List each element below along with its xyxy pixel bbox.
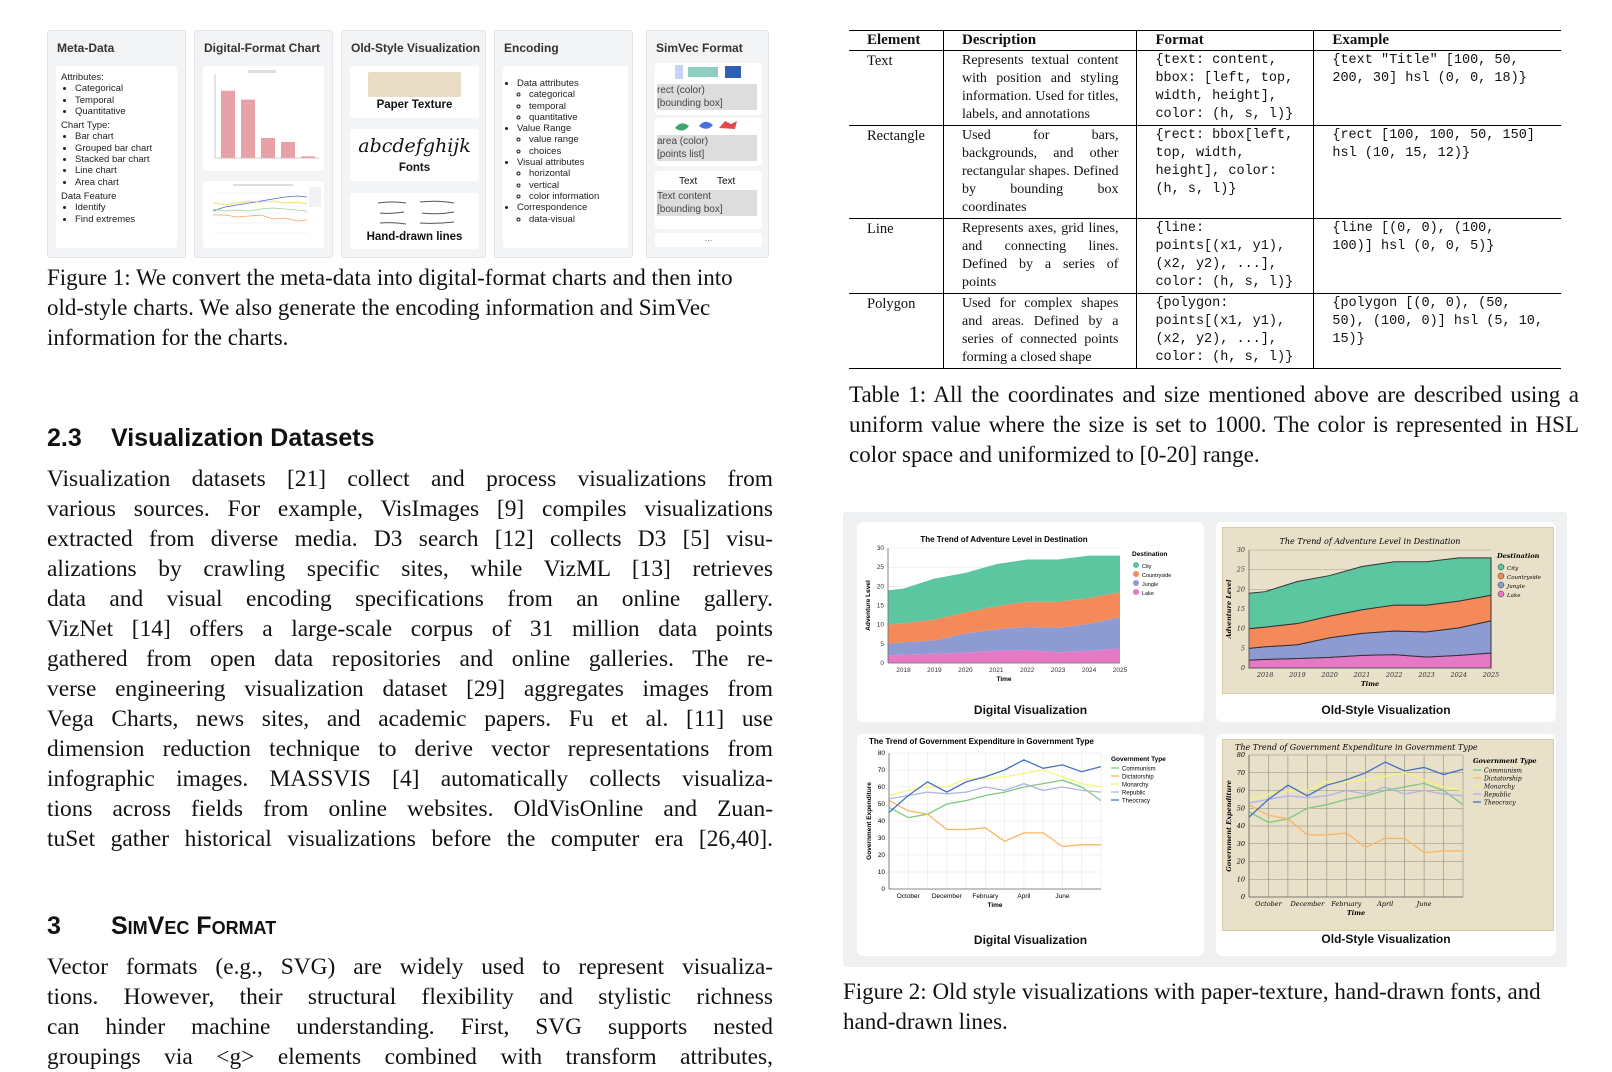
y-tick-label: 40 bbox=[877, 818, 885, 825]
encoding-subitem: ◦ temporal bbox=[529, 101, 626, 112]
digital-area-card bbox=[857, 522, 1204, 722]
text-line: Vector formats (e.g., SVG) are widely used to represent visualiza- bbox=[47, 954, 773, 980]
legend-label: City bbox=[1142, 564, 1152, 570]
chart-type-item: • Bar chart bbox=[75, 131, 172, 142]
simvec-rect-card bbox=[655, 63, 762, 115]
text-line: tions across fields from online websites. OldVisOnline and Zuan- bbox=[47, 796, 773, 822]
mini-line-chart-card bbox=[203, 181, 324, 248]
text-line: dimension reduction technique to derive vector representations from bbox=[47, 736, 773, 762]
chart-title: The Trend of Adventure Level in Destination bbox=[1279, 537, 1461, 546]
table-row bbox=[849, 294, 1561, 369]
simvec-title: SimVec Format bbox=[656, 41, 743, 55]
legend-label: Dictatorship bbox=[1484, 775, 1522, 783]
table-1 bbox=[849, 30, 1561, 369]
x-tick-label: 2019 bbox=[927, 667, 942, 674]
y-tick-label: 25 bbox=[1236, 565, 1245, 574]
encoding-item bbox=[517, 123, 626, 157]
table-row bbox=[849, 51, 1561, 126]
x-tick-label: 2024 bbox=[1081, 667, 1097, 674]
legend-label: Monarchy bbox=[1484, 783, 1515, 791]
attributes-heading: Attributes: bbox=[61, 72, 104, 83]
y-tick-label: 20 bbox=[1236, 857, 1245, 866]
rect-description: rect (color) [bounding box] bbox=[657, 84, 757, 110]
bar bbox=[261, 138, 275, 158]
y-tick-label: 10 bbox=[1236, 875, 1245, 884]
rect-swatch-icon bbox=[675, 65, 683, 79]
hand-drawn-label: Hand-drawn lines bbox=[366, 231, 463, 243]
element-cell: Polygon bbox=[849, 294, 943, 369]
fonts-card bbox=[350, 129, 479, 181]
element-cell: Rectangle bbox=[849, 126, 943, 219]
paper-texture-swatch bbox=[368, 72, 461, 97]
data-feature-heading: Data Feature bbox=[61, 190, 117, 202]
old-line-chart bbox=[1223, 740, 1553, 930]
column-header: Description bbox=[943, 31, 1136, 51]
mini-bar-chart bbox=[203, 66, 324, 171]
attribute-item: • Temporal bbox=[75, 95, 172, 106]
y-tick-label: 20 bbox=[876, 583, 884, 591]
encoding-subitem: ◦ value range bbox=[529, 134, 626, 145]
encoding-card bbox=[503, 66, 628, 248]
legend-swatch bbox=[1498, 591, 1504, 597]
y-axis-label: Government Expenditure bbox=[1225, 780, 1233, 872]
digital-line-card bbox=[857, 734, 1204, 956]
old-style-area-chart-image bbox=[1222, 527, 1554, 694]
legend-title: Government Type bbox=[1111, 756, 1166, 763]
y-tick-label: 10 bbox=[876, 621, 884, 629]
encoding-item bbox=[517, 202, 626, 225]
legend-label: Republic bbox=[1484, 791, 1511, 799]
old-area-chart bbox=[1223, 528, 1553, 693]
text-line: tions. However, their structural flexibility and stylistic richness bbox=[47, 984, 773, 1010]
x-tick-label: 2018 bbox=[1256, 671, 1274, 679]
encoding-subitem: ◦ categorical bbox=[529, 89, 626, 100]
legend-title: Destination bbox=[1132, 551, 1168, 558]
bar bbox=[281, 142, 295, 158]
table-1-caption: Table 1: All the coordinates and size mentioned above are described using a uniform value where the size is set to 1000. The color is represented in HSL color space and uniformized to [0-20] range. bbox=[849, 382, 1579, 467]
text-line: alizations by crawling specific sites, while VizML [13] retrieves bbox=[47, 556, 773, 582]
section-2-3-body bbox=[47, 464, 773, 854]
format-cell: {rect: bbox[left, top, width, height], color: (h, s, l)} bbox=[1137, 126, 1314, 219]
area-shapes-icon bbox=[655, 118, 762, 134]
old-style-title: Old-Style Visualization bbox=[351, 41, 481, 55]
encoding-subitem: ◦ vertical bbox=[529, 180, 626, 191]
encoding-title: Encoding bbox=[504, 41, 559, 55]
x-tick-label: 2022 bbox=[1019, 667, 1035, 674]
fonts-label: Fonts bbox=[398, 162, 431, 174]
text-label: Text bbox=[717, 176, 736, 187]
x-tick-label: 2024 bbox=[1450, 671, 1468, 679]
attribute-item: • Categorical bbox=[75, 83, 172, 94]
old-label: Old-Style Visualization bbox=[1321, 703, 1451, 717]
legend-title: Government Type bbox=[1473, 757, 1537, 765]
line-series bbox=[889, 801, 1101, 847]
y-tick-label: 10 bbox=[1236, 624, 1245, 633]
y-tick-label: 20 bbox=[1236, 585, 1245, 594]
legend-swatch bbox=[1498, 564, 1504, 570]
legend-label: Monarchy bbox=[1122, 782, 1149, 789]
meta-data-card bbox=[56, 66, 177, 248]
legend-label: Communism bbox=[1122, 766, 1156, 773]
y-tick-label: 25 bbox=[876, 564, 884, 572]
y-tick-label: 15 bbox=[1236, 605, 1245, 613]
encoding-subitem: ◦ data-visual bbox=[529, 214, 626, 225]
line-series bbox=[889, 760, 1101, 813]
data-feature-item: • Identify bbox=[75, 202, 172, 213]
font-sample: abcdefghijk bbox=[358, 135, 471, 157]
y-tick-label: 0 bbox=[881, 886, 885, 893]
chart-title: The Trend of Government Expenditure in Government Type bbox=[1235, 743, 1478, 752]
text-description: Text content [bounding box] bbox=[657, 190, 757, 216]
section-3-body bbox=[47, 952, 773, 1072]
paper-texture-card bbox=[350, 66, 479, 118]
legend-swatch bbox=[1133, 589, 1139, 595]
column-header: Format bbox=[1137, 31, 1314, 51]
legend-swatch bbox=[1133, 562, 1139, 568]
format-cell: {line: points[(x1, y1), (x2, y2), ...], color: (h, s, l)} bbox=[1137, 219, 1314, 294]
x-tick-label: 2023 bbox=[1418, 671, 1435, 679]
attribute-item: • Quantitative bbox=[75, 106, 172, 117]
text-line: can hinder machine understanding. First, SVG supports nested bbox=[47, 1014, 773, 1040]
text-line: Vega Charts, news sites, and academic papers. Fu et al. [11] use bbox=[47, 706, 773, 732]
y-tick-label: 80 bbox=[1236, 751, 1245, 759]
x-tick-label: December bbox=[1290, 900, 1325, 908]
old-area-card bbox=[1216, 522, 1556, 722]
x-tick-label: 2020 bbox=[958, 667, 973, 674]
text-line: data and visual encoding specifications from an online gallery. bbox=[47, 586, 773, 612]
encoding-subitem: ◦ choices bbox=[529, 146, 626, 157]
legend-label: Lake bbox=[1507, 593, 1521, 599]
encoding-item-label: Value Range bbox=[517, 123, 572, 135]
x-tick-label: October bbox=[896, 893, 920, 900]
format-cell: {polygon: points[(x1, y1), (x2, y2), ...], color: (h, s, l)} bbox=[1137, 294, 1314, 369]
digital-label: Digital Visualization bbox=[973, 933, 1088, 947]
chart-type-item: • Grouped bar chart bbox=[75, 143, 172, 154]
chart-type-item: • Line chart bbox=[75, 165, 172, 176]
column-header: Example bbox=[1314, 31, 1561, 51]
figure-1 bbox=[47, 30, 769, 258]
x-tick-label: April bbox=[1377, 900, 1394, 908]
section-3-heading bbox=[47, 912, 276, 941]
legend-swatch bbox=[1498, 582, 1504, 588]
table-row bbox=[849, 126, 1561, 219]
y-tick-label: 30 bbox=[877, 835, 885, 842]
x-tick-label: 2018 bbox=[896, 667, 911, 674]
x-tick-label: 2021 bbox=[1353, 671, 1371, 679]
table-header-row bbox=[849, 31, 1561, 51]
x-axis-label: Time bbox=[996, 676, 1012, 683]
y-tick-label: 60 bbox=[877, 784, 885, 791]
x-tick-label: 2025 bbox=[1112, 667, 1128, 674]
y-tick-label: 0 bbox=[880, 660, 884, 667]
section-2-3-heading bbox=[47, 424, 375, 453]
example-cell: {rect [100, 100, 50, 150] hsl (10, 15, 12)} bbox=[1314, 126, 1561, 219]
x-tick-label: February bbox=[972, 893, 999, 900]
encoding-item-label: Data attributes bbox=[517, 78, 579, 89]
y-tick-label: 60 bbox=[1236, 786, 1245, 795]
y-tick-label: 15 bbox=[876, 602, 884, 610]
digital-label: Digital Visualization bbox=[973, 703, 1088, 717]
legend-label: Lake bbox=[1142, 591, 1154, 597]
y-tick-label: 30 bbox=[876, 545, 884, 552]
y-tick-label: 0 bbox=[1240, 664, 1245, 672]
digital-format-panel bbox=[194, 30, 333, 258]
encoding-subitem: ◦ color information bbox=[529, 191, 626, 202]
y-axis-label: Government Expenditure bbox=[866, 782, 873, 860]
old-style-line-chart-image bbox=[1222, 739, 1554, 931]
text-line: verse engineering visualization dataset [29] aggregates images from bbox=[47, 676, 773, 702]
meta-data-title: Meta-Data bbox=[57, 41, 115, 55]
x-tick-label: April bbox=[1017, 893, 1031, 900]
table-row bbox=[849, 219, 1561, 294]
y-tick-label: 50 bbox=[877, 801, 885, 808]
encoding-item bbox=[517, 157, 626, 202]
x-axis-label: Time bbox=[1360, 680, 1380, 688]
text-line: gathered from open data repositories and online galleries. The re- bbox=[47, 646, 773, 672]
y-tick-label: 30 bbox=[1236, 839, 1245, 848]
area-description: area (color) [points list] bbox=[657, 135, 757, 161]
y-axis-label: Adventure Level bbox=[865, 580, 872, 631]
mini-line-chart bbox=[203, 181, 324, 248]
description-cell: Used for complex shapes and areas. Defined by a series of connected points forming a closed shape bbox=[943, 294, 1136, 369]
x-tick-label: 2023 bbox=[1050, 667, 1066, 674]
description-cell: Used for bars, backgrounds, and other rectangular shapes. Defined by bounding box coordinates bbox=[943, 126, 1136, 219]
chart-type-list bbox=[61, 131, 172, 187]
legend-label: Theocracy bbox=[1122, 798, 1151, 805]
text-line: VizNet [14] offers a large-scale corpus of 31 million data points bbox=[47, 616, 773, 642]
old-style-panel bbox=[341, 30, 486, 258]
y-tick-label: 70 bbox=[877, 767, 885, 774]
y-tick-label: 20 bbox=[877, 852, 885, 859]
simvec-ellipsis: ... bbox=[655, 233, 762, 247]
line-series bbox=[1249, 783, 1463, 822]
x-tick-label: 2021 bbox=[989, 667, 1004, 674]
line-series bbox=[1249, 805, 1463, 853]
mini-bar-chart-card bbox=[203, 66, 324, 171]
example-cell: {polygon [(0, 0), (50, 50), (100, 0)] hsl (5, 10, 15)} bbox=[1314, 294, 1561, 369]
x-tick-label: October bbox=[1255, 900, 1282, 908]
chart-title: The Trend of Government Expenditure in Government Type bbox=[869, 737, 1094, 746]
column-header: Element bbox=[849, 31, 943, 51]
x-tick-label: 2020 bbox=[1321, 671, 1338, 679]
old-label: Old-Style Visualization bbox=[1321, 932, 1451, 946]
y-axis-label: Adventure Level bbox=[1225, 579, 1233, 639]
y-tick-label: 30 bbox=[1236, 546, 1245, 554]
old-line-card bbox=[1216, 734, 1556, 956]
x-tick-label: February bbox=[1331, 900, 1362, 908]
legend-label: Countryside bbox=[1507, 575, 1541, 581]
line-chart bbox=[857, 734, 1204, 929]
x-tick-label: 2019 bbox=[1289, 671, 1306, 679]
x-tick-label: December bbox=[931, 893, 962, 900]
legend-label: Jungle bbox=[1507, 584, 1525, 590]
description-cell: Represents axes, grid lines, and connecting lines. Defined by a series of points bbox=[943, 219, 1136, 294]
encoding-subitem: ◦ horizontal bbox=[529, 168, 626, 179]
legend-label: Republic bbox=[1122, 790, 1146, 797]
line-series bbox=[889, 780, 1101, 817]
text-line: Visualization datasets [21] collect and process visualizations from bbox=[47, 466, 773, 492]
figure-2-caption: Figure 2: Old style visualizations with paper-texture, hand-drawn fonts, and hand-drawn lines. bbox=[843, 979, 1541, 1034]
text-line: various sources. For example, VisImages [9] compiles visualizations bbox=[47, 496, 773, 522]
simvec-area-card bbox=[655, 118, 762, 166]
element-cell: Line bbox=[849, 219, 943, 294]
x-axis-label: Time bbox=[1346, 909, 1366, 917]
hand-drawn-lines-icon bbox=[350, 193, 479, 231]
bar bbox=[221, 91, 235, 158]
x-tick-label: 2025 bbox=[1482, 671, 1500, 679]
simvec-text-card bbox=[655, 171, 762, 229]
y-tick-label: 0 bbox=[1240, 893, 1245, 901]
meta-data-panel bbox=[47, 30, 186, 258]
legend-label: City bbox=[1507, 566, 1519, 572]
example-cell: {line [(0, 0), (100, 100)] hsl (0, 0, 5)} bbox=[1314, 219, 1561, 294]
text-line: tuSet gather historical visualizations before the computer era [26,40]. bbox=[47, 826, 773, 852]
digital-format-title: Digital-Format Chart bbox=[204, 41, 321, 55]
chart-title: The Trend of Adventure Level in Destination bbox=[920, 535, 1088, 544]
text-line: infographic images. MASSVIS [4] automatically collects visualiza- bbox=[47, 766, 773, 792]
legend-swatch bbox=[1133, 571, 1139, 577]
format-cell: {text: content, bbox: [left, top, width, height], color: (h, s, l)} bbox=[1137, 51, 1314, 126]
legend-title: Destination bbox=[1497, 552, 1540, 560]
bar bbox=[241, 100, 255, 158]
legend-label: Countryside bbox=[1142, 573, 1172, 579]
section-number: 3 bbox=[47, 912, 61, 940]
legend-swatch bbox=[1133, 580, 1139, 586]
element-cell: Text bbox=[849, 51, 943, 126]
encoding-item-label: Correspondence bbox=[517, 202, 588, 214]
y-tick-label: 50 bbox=[1236, 804, 1245, 813]
x-tick-label: 2022 bbox=[1385, 671, 1403, 679]
area-chart bbox=[857, 522, 1204, 692]
example-cell: {text "Title" [100, 50, 200, 30] hsl (0, 0, 18)} bbox=[1314, 51, 1561, 126]
attributes-list bbox=[61, 83, 172, 117]
section-title: Visualization Datasets bbox=[111, 424, 375, 452]
description-cell: Represents textual content with position and styling information. Used for titles, labels, and annotations bbox=[943, 51, 1136, 126]
legend-label: Theocracy bbox=[1484, 799, 1516, 807]
simvec-panel bbox=[646, 30, 769, 258]
bar bbox=[301, 156, 315, 158]
chart-type-item: • Stacked bar chart bbox=[75, 154, 172, 165]
rect-swatch-icon bbox=[725, 66, 741, 78]
section-number: 2.3 bbox=[47, 424, 82, 452]
x-tick-label: June bbox=[1055, 893, 1070, 900]
text-label: Text bbox=[679, 176, 698, 187]
data-feature-item: • Find extremes bbox=[75, 214, 172, 225]
encoding-item bbox=[517, 78, 626, 123]
encoding-item-label: Visual attributes bbox=[517, 157, 585, 169]
encoding-subitem: ◦ quantitative bbox=[529, 112, 626, 123]
figure-2 bbox=[843, 512, 1567, 967]
y-tick-label: 80 bbox=[877, 750, 885, 757]
legend-swatch bbox=[1498, 573, 1504, 579]
y-tick-label: 10 bbox=[877, 869, 885, 876]
chart-type-item: • Area chart bbox=[75, 177, 172, 188]
encoding-panel bbox=[494, 30, 633, 258]
legend-label: Communism bbox=[1484, 767, 1522, 775]
y-tick-label: 40 bbox=[1236, 822, 1245, 830]
line-series bbox=[1249, 762, 1463, 817]
text-line: groupings via <g> elements combined with transform attributes, bbox=[47, 1044, 773, 1070]
y-tick-label: 5 bbox=[880, 640, 884, 648]
y-tick-label: 5 bbox=[1240, 644, 1245, 653]
encoding-list bbox=[505, 78, 626, 225]
x-axis-label: Time bbox=[987, 902, 1003, 909]
y-tick-label: 70 bbox=[1236, 768, 1245, 777]
figure-1-caption: Figure 1: We convert the meta-data into digital-format charts and then into old-style charts. We also generate the encoding information and SimVec information for the charts. bbox=[47, 265, 733, 350]
paper-texture-label: Paper Texture bbox=[376, 99, 453, 111]
section-title: SimVec Format bbox=[111, 912, 277, 940]
rect-swatch-icon bbox=[688, 67, 718, 77]
chart-type-heading: Chart Type: bbox=[61, 120, 110, 132]
x-tick-label: June bbox=[1416, 900, 1432, 908]
text-line: extracted from diverse media. D3 search [12] collects D3 [5] visu- bbox=[47, 526, 773, 552]
data-feature-list bbox=[61, 202, 172, 225]
legend-label: Jungle bbox=[1142, 582, 1159, 588]
legend-label: Dictatorship bbox=[1122, 774, 1154, 781]
hand-drawn-card bbox=[350, 193, 479, 249]
